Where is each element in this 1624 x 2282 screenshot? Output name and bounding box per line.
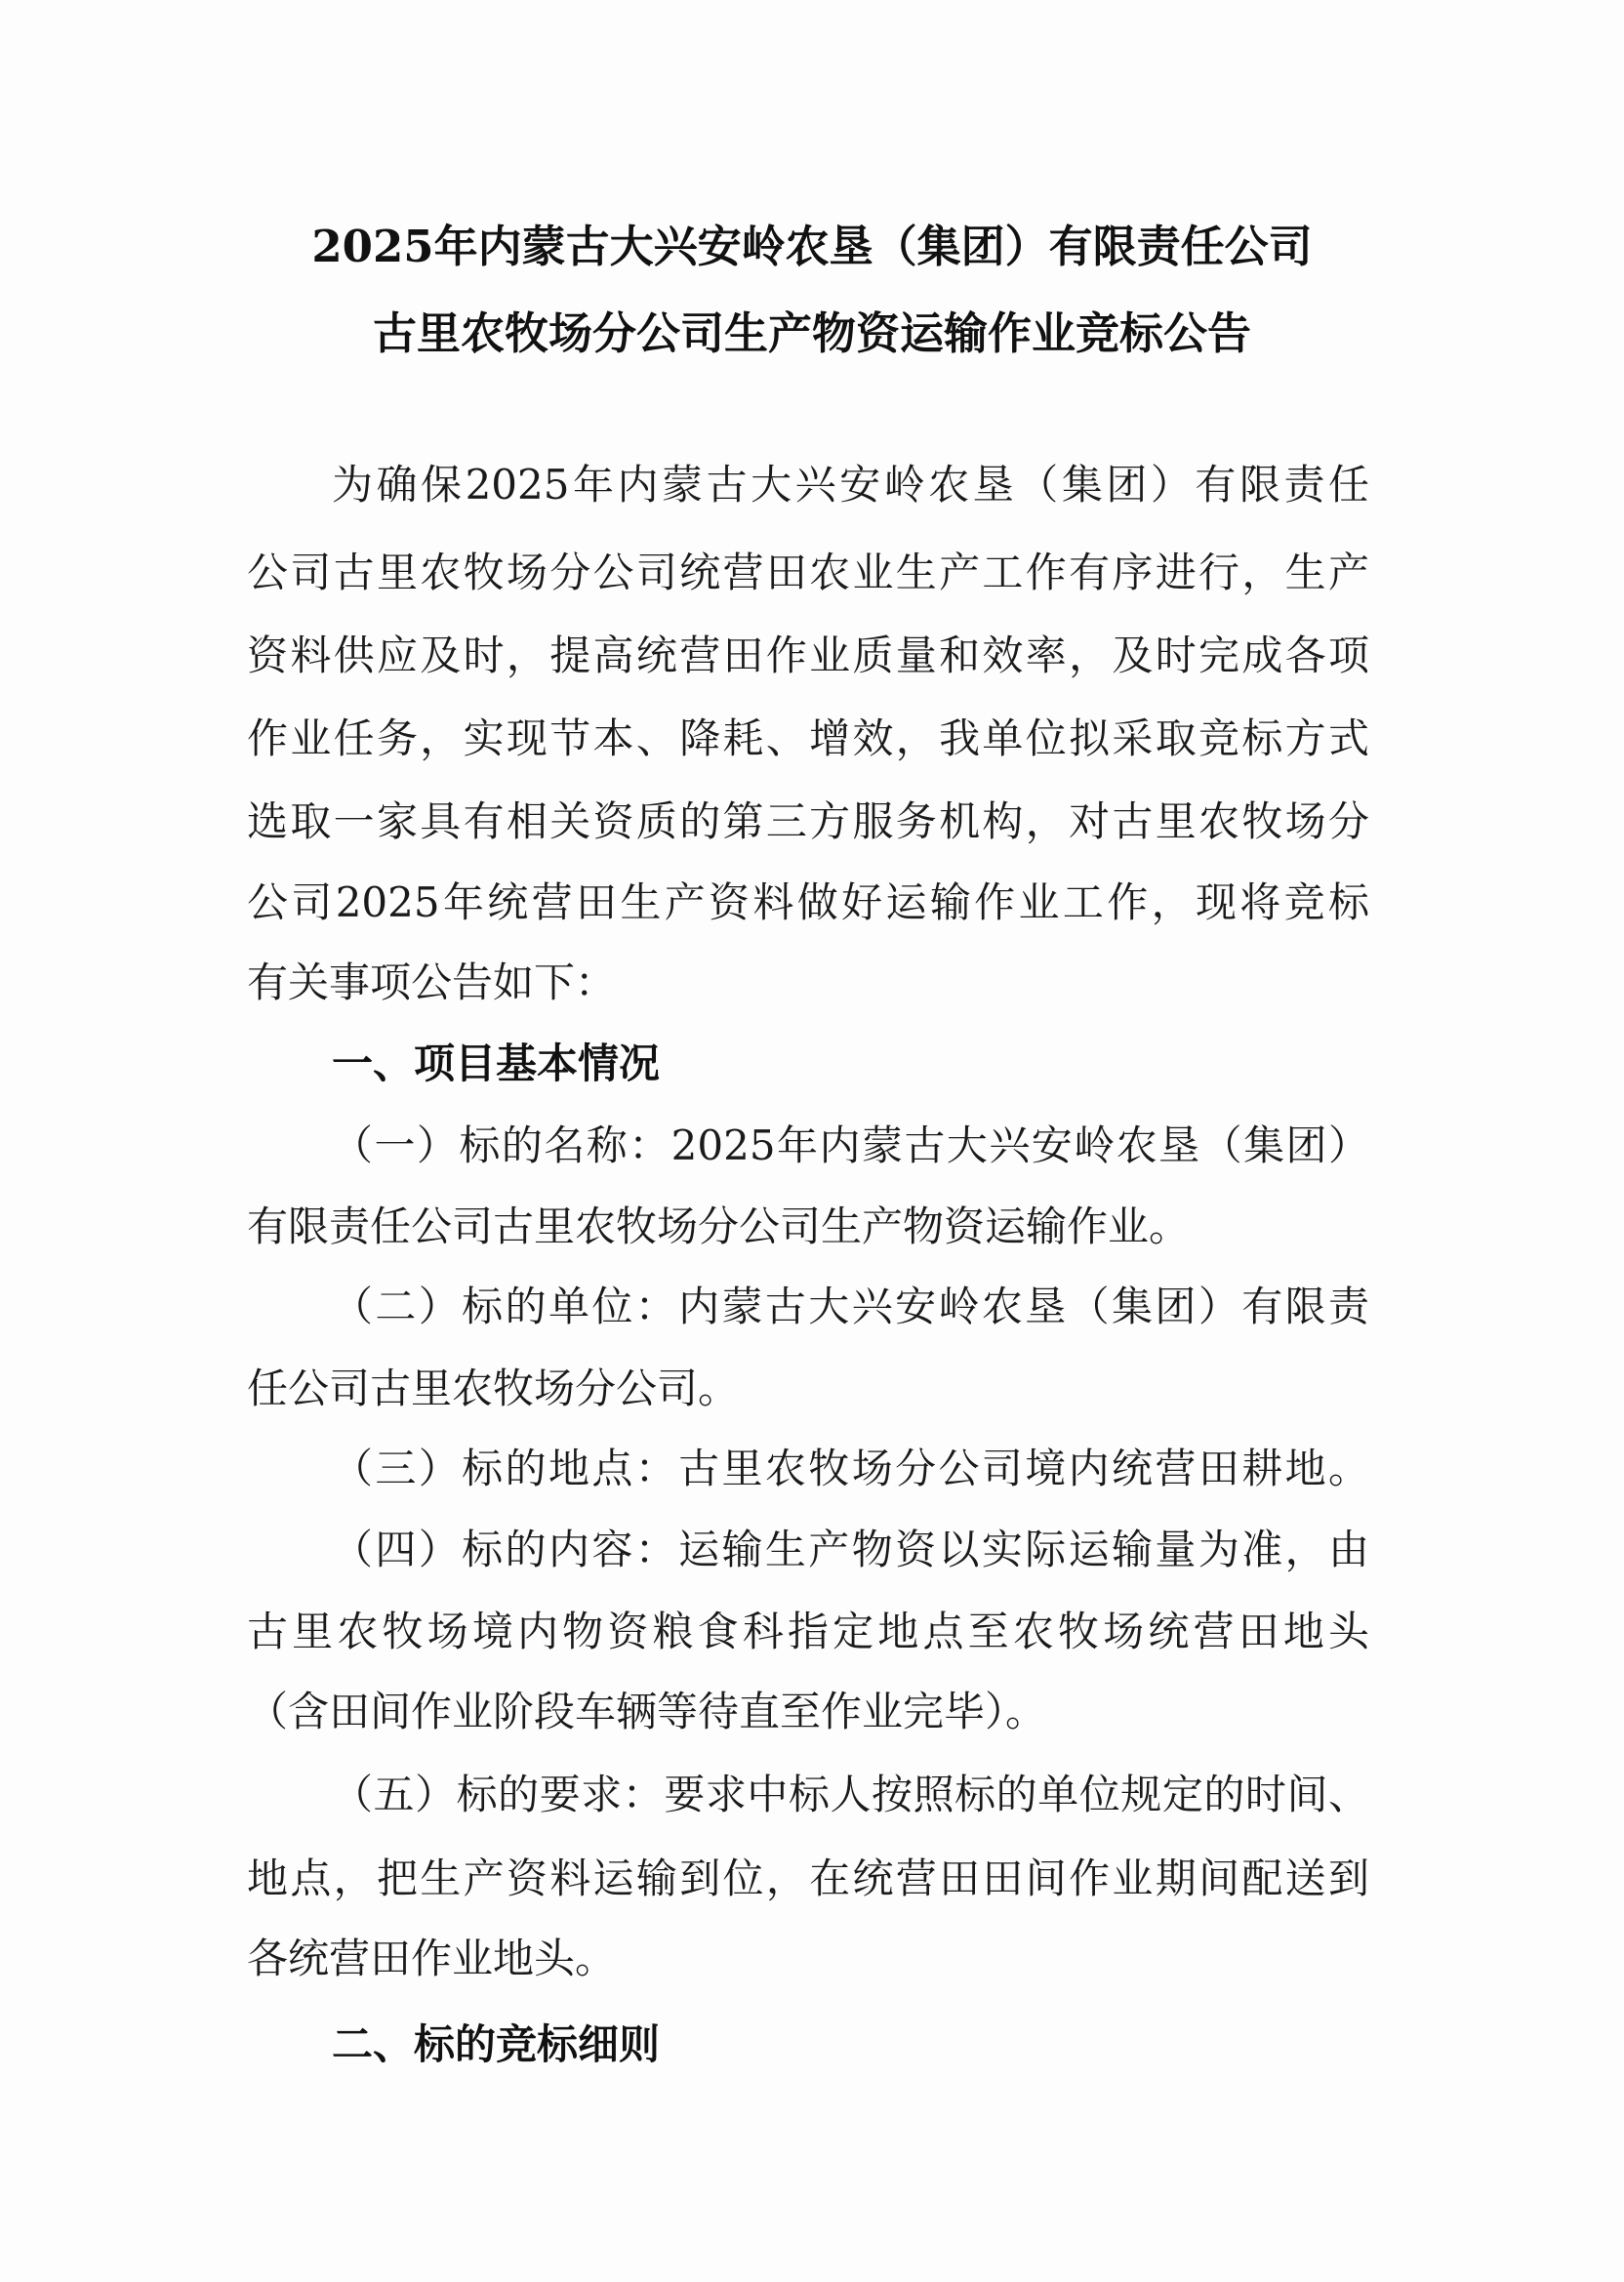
document-title-line-2: 古里农牧场分公司生产物资运输作业竞标公告 <box>372 307 1251 359</box>
section-heading: 一、项目基本情况 <box>332 1039 661 1087</box>
intro-line: 公司2025年统营田生产资料做好运输作业工作，现将竞标 <box>247 878 1369 926</box>
item-line: 任公司古里农牧场分公司。 <box>247 1365 740 1412</box>
intro-line: 公司古里农牧场分公司统营田农业生产工作有序进行，生产 <box>247 549 1369 596</box>
item-line: （五）标的要求：要求中标人按照标的单位规定的时间、 <box>332 1771 1369 1818</box>
intro-line: 有关事项公告如下： <box>247 958 617 1006</box>
item-line: 有限责任公司古里农牧场分公司生产物资运输作业。 <box>247 1202 1191 1250</box>
intro-line: 作业任务，实现节本、降耗、增效，我单位拟采取竞标方式 <box>247 714 1369 762</box>
intro-line: 资料供应及时，提高统营田作业质量和效率，及时完成各项 <box>247 632 1369 679</box>
item-line: 地点，把生产资料运输到位，在统营田田间作业期间配送到 <box>247 1854 1369 1902</box>
item-line: （二）标的单位：内蒙古大兴安岭农垦（集团）有限责 <box>332 1283 1369 1330</box>
section-heading: 二、标的竞标细则 <box>332 2020 661 2068</box>
item-line: 古里农牧场境内物资粮食科指定地点至农牧场统营田地头 <box>247 1608 1369 1655</box>
intro-line: 为确保2025年内蒙古大兴安岭农垦（集团）有限责任 <box>332 461 1369 509</box>
document-title-line-1: 2025年内蒙古大兴安岭农垦（集团）有限责任公司 <box>311 221 1313 272</box>
item-line: （含田间作业阶段车辆等待直至作业完毕）。 <box>247 1688 1047 1735</box>
item-line: （一）标的名称：2025年内蒙古大兴安岭农垦（集团） <box>332 1121 1369 1169</box>
item-line: （四）标的内容：运输生产物资以实际运输量为准，由 <box>332 1526 1369 1573</box>
item-line: （三）标的地点：古里农牧场分公司境内统营田耕地。 <box>332 1445 1369 1492</box>
intro-line: 选取一家具有相关资质的第三方服务机构，对古里农牧场分 <box>247 797 1369 845</box>
item-line: 各统营田作业地头。 <box>247 1935 617 1982</box>
